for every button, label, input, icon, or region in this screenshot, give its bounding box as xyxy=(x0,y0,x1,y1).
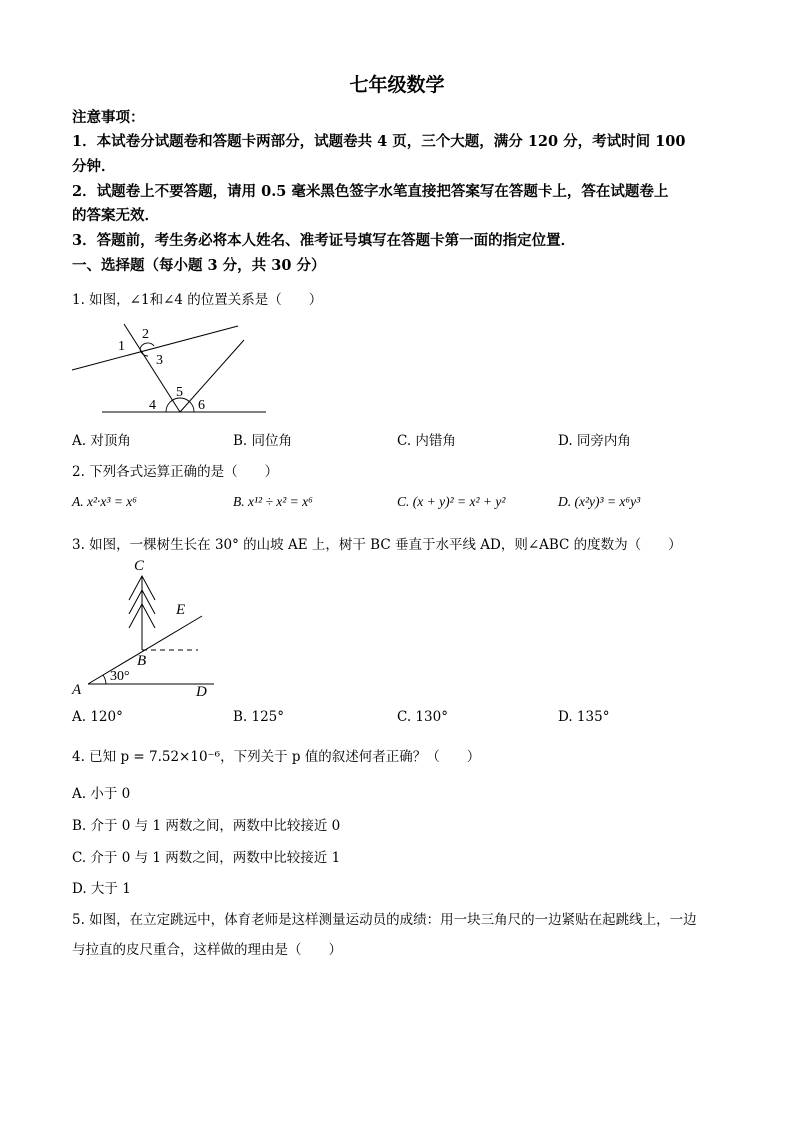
q1-line-upper xyxy=(72,326,238,370)
q3-label-a: A xyxy=(72,682,82,698)
q1-option-a: A. 对顶角 xyxy=(72,433,131,449)
q1-arc-base xyxy=(166,398,194,412)
q1-option-b: B. 同位角 xyxy=(233,433,293,449)
q1-stem: 1. 如图，∠1和∠4 的位置关系是（ ） xyxy=(72,292,323,308)
q3-option-d: D. 135° xyxy=(558,709,610,725)
q4-option-d: D. 大于 1 xyxy=(72,881,131,897)
q1-figure xyxy=(66,318,276,418)
q3-label-c: C xyxy=(134,558,145,574)
q5-stem-line-2: 与拉直的皮尺重合，这样做的理由是（ ） xyxy=(72,942,342,958)
q1-label-5: 5 xyxy=(176,385,183,400)
notes-item-1-line-2: 分钟． xyxy=(72,158,116,175)
q3-option-a: A. 120° xyxy=(72,709,123,725)
q1-label-2: 2 xyxy=(142,327,149,342)
q4-option-b: B. 介于 0 与 1 两数之间，两数中比较接近 0 xyxy=(72,818,341,834)
q5-stem-line-1: 5. 如图，在立定跳远中，体育老师是这样测量运动员的成绩：用一块三角尺的一边紧贴在起跳线上，一边 xyxy=(72,912,697,928)
q3-label-d: D xyxy=(196,684,207,700)
q3-stem: 3. 如图，一棵树生长在 30° 的山坡 AE 上，树干 BC 垂直于水平线 AD，则∠ABC 的度数为（ ） xyxy=(72,537,682,553)
q4-option-a: A. 小于 0 xyxy=(72,786,131,802)
q1-label-6: 6 xyxy=(198,398,205,413)
notes-heading: 注意事项： xyxy=(72,109,145,126)
notes-item-2-line-1: 2．试题卷上不要答题，请用 0.5 毫米黑色签字水笔直接把答案写在答题卡上，答在试题卷上 xyxy=(72,183,669,200)
q2-option-d: D. (x²y)³ = x⁶y³ xyxy=(558,494,641,509)
q3-label-e: E xyxy=(176,602,186,618)
q3-angle-label: 30° xyxy=(110,669,130,684)
q1-label-4: 4 xyxy=(149,398,156,413)
q2-option-b: B. x¹² ÷ x² = x⁶ xyxy=(233,494,313,509)
page-title: 七年级数学 xyxy=(349,74,445,96)
q4-stem: 4. 已知 p = 7.52×10⁻⁶，下列关于 p 值的叙述何者正确？（ ） xyxy=(72,749,481,765)
q2-option-c: C. (x + y)² = x² + y² xyxy=(397,494,506,509)
section-1-heading: 一、选择题（每小题 3 分，共 30 分） xyxy=(72,257,326,274)
q3-angle-arc xyxy=(103,675,106,684)
q1-arc-upper xyxy=(140,343,154,349)
q1-option-c: C. 内错角 xyxy=(397,433,456,449)
q3-option-b: B. 125° xyxy=(233,709,285,725)
notes-item-3: 3．答题前，考生务必将本人姓名、准考证号填写在答题卡第一面的指定位置． xyxy=(72,232,576,249)
notes-item-1-line-1: 1．本试卷分试题卷和答题卡两部分，试题卷共 4 页，三个大题，满分 120 分，考试时间 100 xyxy=(72,133,686,150)
q4-option-c: C. 介于 0 与 1 两数之间，两数中比较接近 1 xyxy=(72,850,341,866)
q2-stem: 2. 下列各式运算正确的是（ ） xyxy=(72,464,279,480)
q2-option-a: A. x²·x³ = x⁶ xyxy=(72,494,137,509)
q3-option-c: C. 130° xyxy=(397,709,448,725)
q1-option-d: D. 同旁内角 xyxy=(558,433,631,449)
q1-label-1: 1 xyxy=(118,339,125,354)
q1-label-3: 3 xyxy=(156,353,163,368)
notes-item-2-line-2: 的答案无效． xyxy=(72,207,159,224)
q3-figure xyxy=(66,552,226,700)
q3-label-b: B xyxy=(137,653,147,669)
